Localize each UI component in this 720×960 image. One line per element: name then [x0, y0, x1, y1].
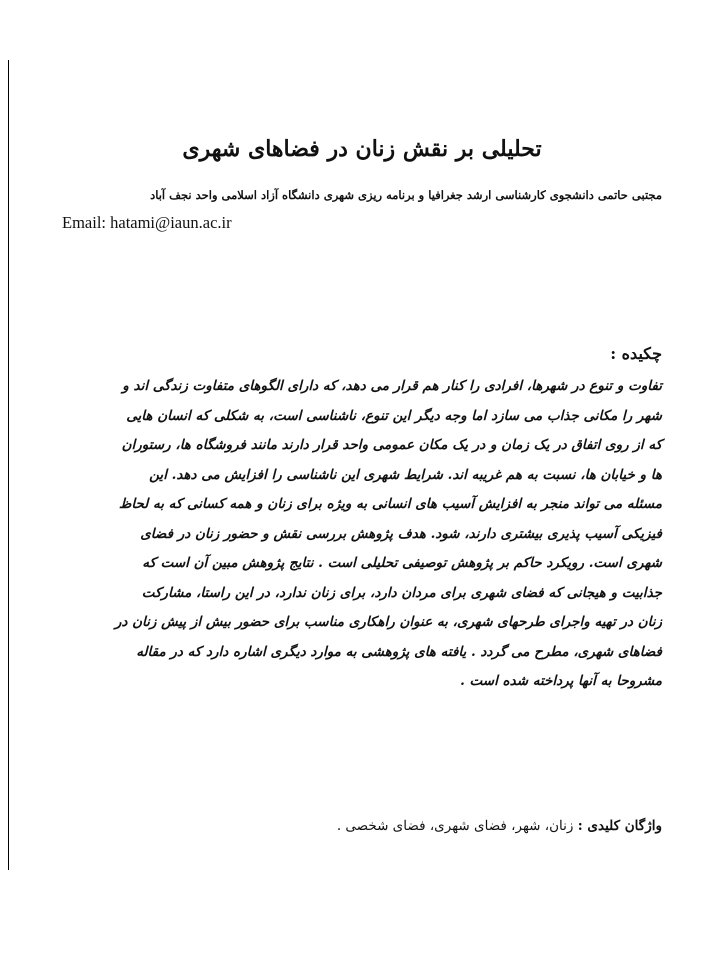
- abstract-line: فضاهای شهری، مطرح می گردد . یافته های پژوهشی به موارد دیگری اشاره دارد که در مقاله: [136, 643, 662, 660]
- abstract-line: که از روی اتفاق در یک زمان و در یک مکان عمومی واحد قرار دارند مانند فروشگاه ها، رستوران: [121, 437, 662, 453]
- abstract-line: شهری است. رویکرد حاکم بر پژوهش توصیفی تحلیلی است . نتایج پژوهش مبین آن است که: [142, 555, 662, 571]
- keywords-text: زنان، شهر، فضای شهری، فضای شخصی .: [336, 818, 574, 834]
- abstract-line: زنان در تهیه واجرای طرحهای شهری، به عنوان راهکاری مناسب برای حضور بیش از پیش زنان در: [114, 614, 662, 630]
- abstract-line: شهر را مکانی جذاب می سازد اما وجه دیگر این تنوع، ناشناسی است، به شکلی که انسان هایی: [126, 407, 662, 424]
- abstract-line: ها و خیابان ها، نسبت به هم غریبه اند. شرایط شهری این ناشناسی را افزایش می دهد. این: [149, 466, 662, 483]
- paper-title: تحلیلی بر نقش زنان در فضاهای شهری: [182, 136, 542, 162]
- paper-page: [62, 0, 662, 960]
- abstract-line: جذابیت و هیجانی که فضای شهری برای مردان دارد، برای زنان ندارد، در این راستا، مشارکت: [141, 584, 662, 601]
- author-email: Email: hatami@iaun.ac.ir: [62, 213, 232, 232]
- abstract-line: فیزیکی آسیب پذیری بیشتری دارند، شود. هدف پژوهش بررسی نقش و حضور زنان در فضای: [140, 525, 662, 542]
- author-affiliation: مجتبی حاتمی دانشجوی کارشناسی ارشد جغرافیا و برنامه ریزی شهری دانشگاه آزاد اسلامی واحد نجف آباد: [150, 188, 662, 202]
- page-margin-rule: [8, 60, 9, 870]
- keywords: [62, 818, 662, 834]
- keywords-label: واژگان کلیدی :: [577, 818, 662, 834]
- abstract-line: مشروحا به آنها پرداخته شده است .: [460, 673, 662, 689]
- abstract-heading: چکیده :: [610, 344, 662, 363]
- abstract-line: مسئله می تواند منجر به افزایش آسیب های انسانی به ویژه برای زنان و همه کسانی که به لحاظ: [118, 496, 662, 512]
- abstract-line: تفاوت و تنوع در شهرها، افرادی را کنار هم قرار می دهد، که دارای الگوهای متفاوت زندگی اند و: [122, 378, 662, 394]
- abstract-body: [62, 372, 662, 697]
